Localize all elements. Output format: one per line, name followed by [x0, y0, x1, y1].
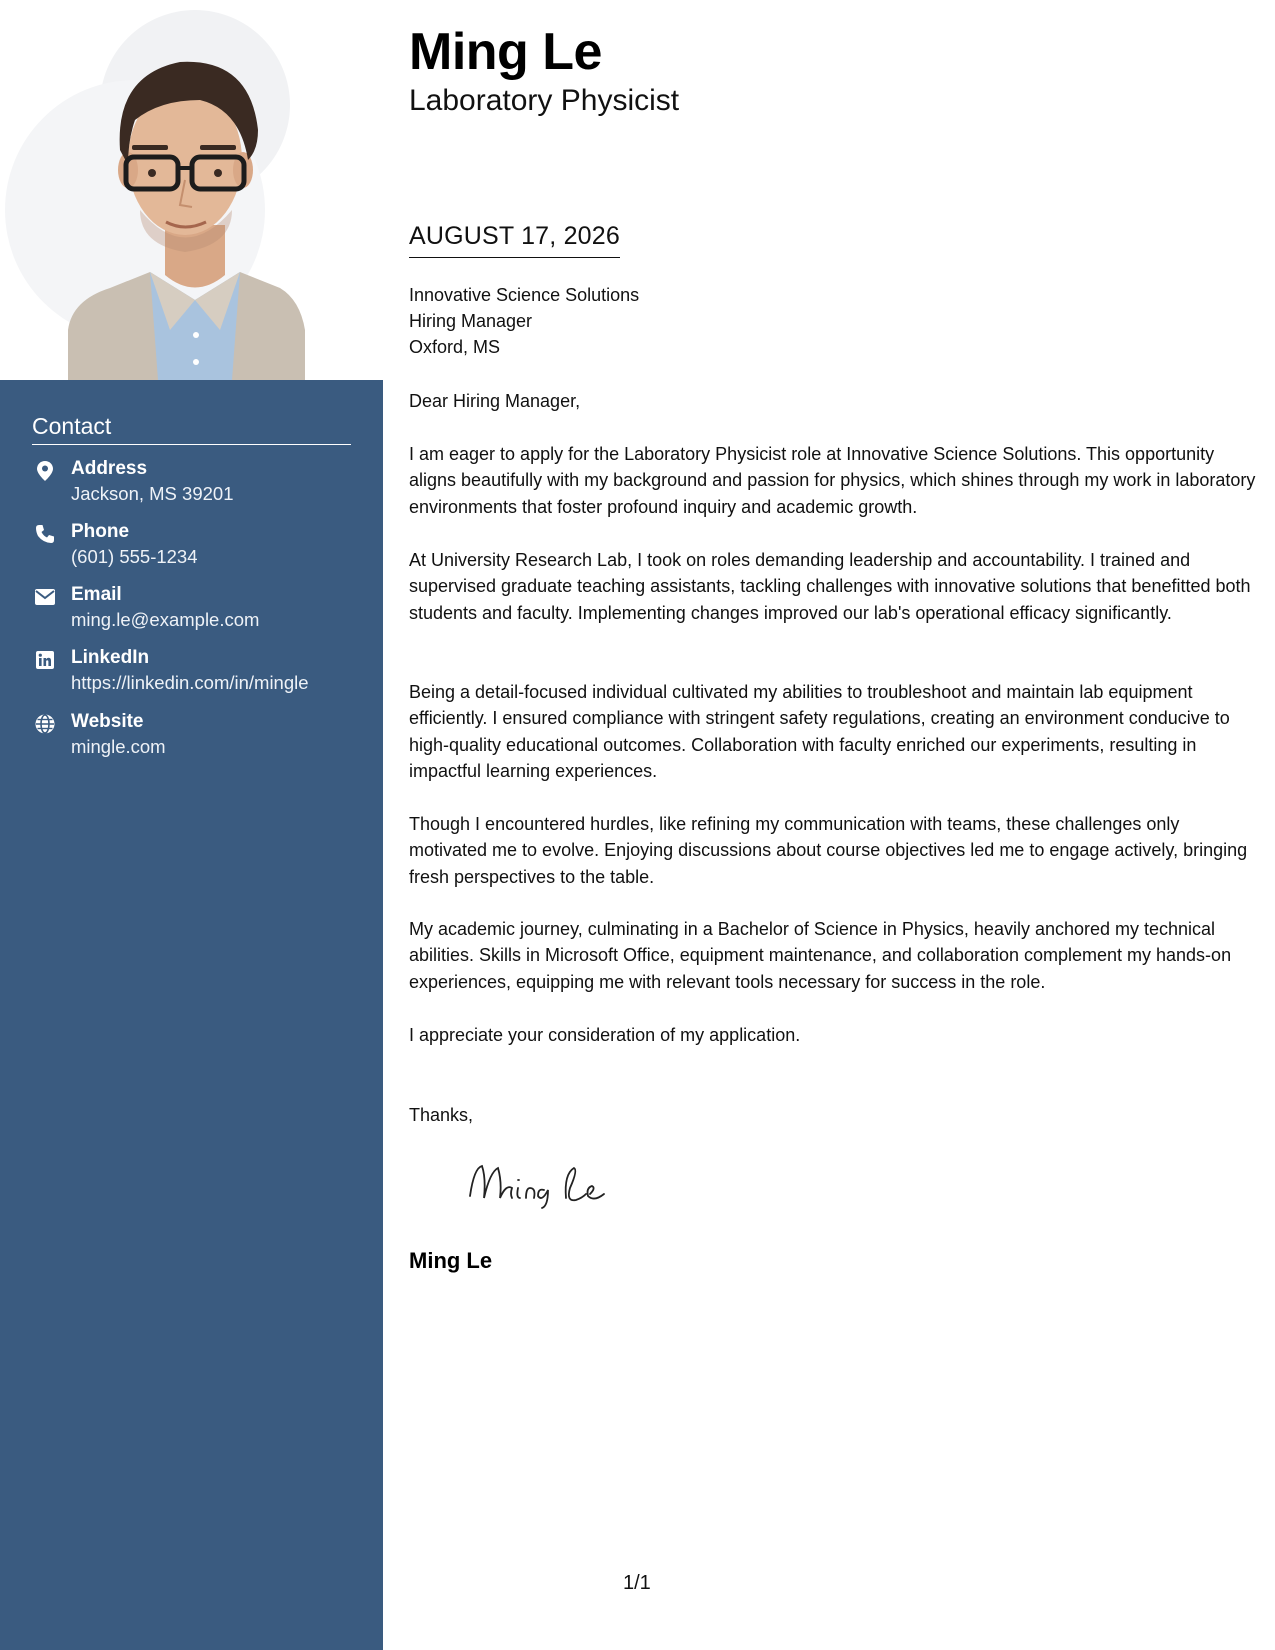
contact-value: (601) 555-1234 [71, 546, 198, 567]
letter-paragraph: I appreciate your consideration of my application. [409, 1025, 801, 1045]
recipient-company: Innovative Science Solutions [409, 285, 640, 305]
signature-graphic [466, 1158, 616, 1210]
contact-value[interactable]: ming.le@example.com [71, 609, 260, 630]
letter-paragraph: Though I encountered hurdles, like refining my communication with teams, these challenges only motivated me to evolve. Enjoying discussions about course objectives led me to engage actively, bringing fresh perspectives to the table. [409, 814, 1248, 887]
portrait-illustration [0, 0, 383, 380]
letter-closing: Thanks, [409, 1105, 474, 1125]
linkedin-icon [32, 649, 58, 671]
applicant-job-title: Laboratory Physicist [409, 84, 680, 117]
email-icon [32, 586, 58, 608]
contact-label: Phone [71, 521, 130, 542]
sidebar [0, 0, 383, 1650]
contact-value[interactable]: mingle.com [71, 736, 166, 757]
contact-phone [32, 521, 372, 577]
phone-icon [32, 523, 58, 545]
letter-paragraph: I am eager to apply for the Laboratory Physicist role at Innovative Science Solutions. This opportunity aligns beautifully with my background and passion for physics, which shines through my work in laboratory environments that foster profound inquiry and academic growth. [409, 444, 1256, 517]
letter-paragraph: At University Research Lab, I took on roles demanding leadership and accountability. I trained and supervised graduate teaching assistants, tackling challenges with innovative solutions that benefitted both students and faculty. Implementing changes improved our lab's operational efficacy significantly. [409, 550, 1251, 623]
globe-icon [32, 713, 58, 735]
handwritten-signature [466, 1158, 616, 1215]
contact-value[interactable]: https://linkedin.com/in/mingle [71, 672, 309, 693]
letter-paragraph: Being a detail-focused individual cultivated my abilities to troubleshoot and maintain lab equipment efficiently. I ensured compliance with stringent safety regulations, creating an environment conducive to high-quality educational outcomes. Collaboration with faculty enriched our experiments, resulting in impactful learning experiences. [409, 682, 1230, 781]
contact-label: Email [71, 584, 122, 605]
contact-linkedin [32, 647, 372, 703]
recipient-title: Hiring Manager [409, 311, 533, 331]
profile-photo [0, 0, 383, 380]
contact-heading: Contact [32, 413, 351, 445]
contact-value: Jackson, MS 39201 [71, 483, 234, 504]
page-number: 1/1 [623, 1572, 651, 1594]
letter-greeting: Dear Hiring Manager, [409, 391, 581, 411]
letter-date: AUGUST 17, 2026 [409, 222, 620, 258]
contact-label: LinkedIn [71, 647, 150, 668]
recipient-location: Oxford, MS [409, 337, 501, 357]
contact-label: Website [71, 711, 144, 732]
contact-website [32, 711, 372, 767]
map-pin-icon [32, 460, 58, 482]
recipient-block [409, 282, 639, 360]
letter-paragraph: My academic journey, culminating in a Bachelor of Science in Physics, heavily anchored my technical abilities. Skills in Microsoft Office, equipment maintenance, and collaboration complement my hands-on experiences, equipping me with relevant tools necessary for success in the role. [409, 919, 1232, 992]
applicant-name: Ming Le [409, 23, 602, 81]
contact-address [32, 458, 372, 514]
signed-name: Ming Le [409, 1248, 493, 1273]
contact-email [32, 584, 372, 640]
contact-label: Address [71, 458, 148, 479]
